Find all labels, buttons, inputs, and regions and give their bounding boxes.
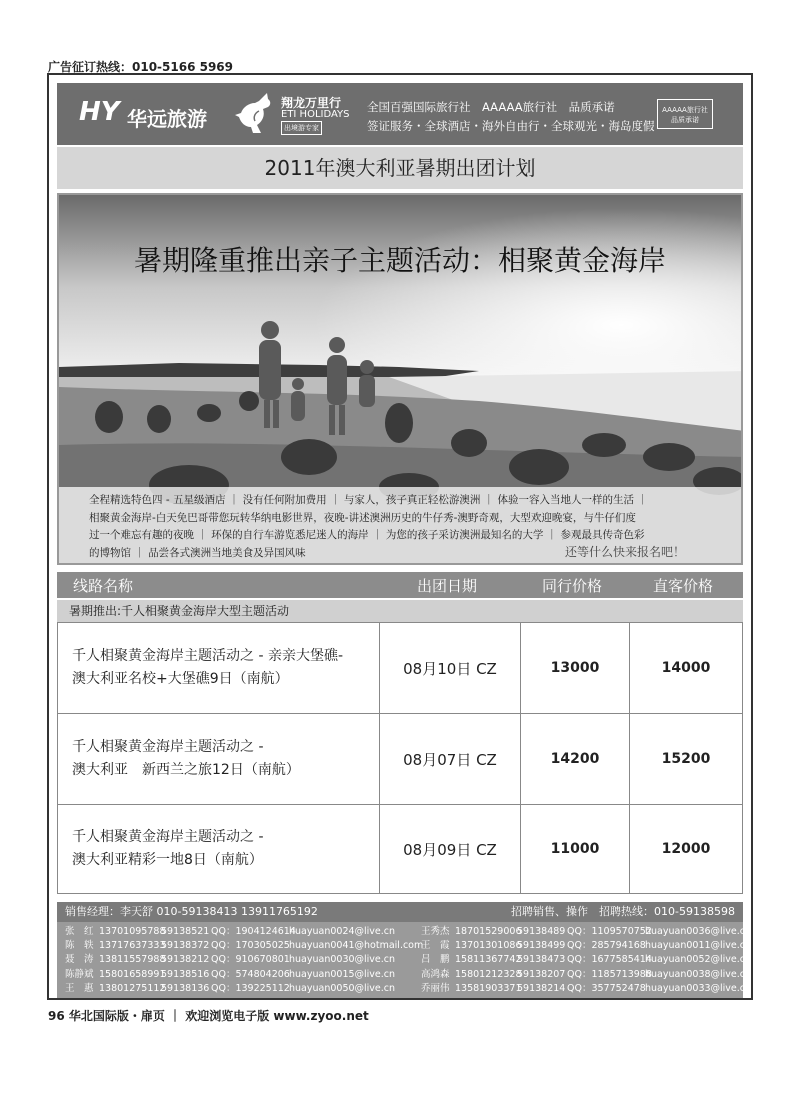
contact-email: huayuan0033@live.cn bbox=[645, 982, 752, 994]
kangaroo-logo-icon bbox=[233, 91, 277, 137]
peer-price-cell: 14200 bbox=[520, 714, 629, 804]
contact-phone: 59138499 bbox=[517, 940, 566, 952]
contact-email: huayuan0050@live.cn bbox=[289, 982, 396, 994]
photo-headline: 暑期隆重推出亲子主题活动：相聚黄金海岸 bbox=[133, 244, 666, 277]
peer-price-cell: 11000 bbox=[520, 805, 629, 893]
contact-row bbox=[421, 939, 751, 953]
caption-line: 相聚黄金海岸-白天免巴哥带您玩转华纳电影世界，夜晚-讲述澳洲历史的牛仔秀-澳野奇观，大型欢迎晚宴，与牛仔们度 bbox=[89, 511, 636, 524]
contact-mobile: 18701529006 bbox=[455, 926, 522, 937]
contact-email: huayuan0011@live.cn bbox=[645, 940, 752, 952]
contact-qq: QQ：910670801 bbox=[211, 954, 290, 966]
contact-email: huayuan0041@hotmail.com bbox=[289, 940, 424, 952]
peer-price-cell: 13000 bbox=[520, 623, 629, 713]
eti-tag: 出境游专家 bbox=[281, 121, 322, 135]
contact-mobile: 13701095788 bbox=[99, 926, 166, 937]
contact-name: 王秀杰 bbox=[421, 926, 450, 937]
contact-row bbox=[421, 982, 751, 996]
eti-cn-name: 翔龙万里行 bbox=[281, 96, 342, 110]
contact-phone: 59138516 bbox=[161, 968, 210, 980]
contact-phone: 59138214 bbox=[517, 982, 566, 994]
contact-name: 高鸿森 bbox=[421, 968, 450, 980]
badge-bottom-text: 品质承诺 bbox=[671, 116, 699, 124]
route-line-1: 千人相聚黄金海岸主题活动之 - bbox=[72, 739, 264, 755]
signup-call-to-action: 还等什么快来报名吧！ bbox=[564, 545, 685, 559]
contact-qq: QQ：139225112 bbox=[211, 982, 290, 994]
caption-line: 全程精选特色四 - 五星级酒店 ｜ 没有任何附加费用 ｜ 与家人，孩子真正轻松游澳洲 ｜ 体验一容入当地人一样的生活 ｜ bbox=[89, 494, 648, 506]
contact-name: 陈 轶 bbox=[65, 940, 94, 952]
contact-qq: QQ：1677585414 bbox=[567, 954, 652, 966]
direct-price-cell: 15200 bbox=[629, 714, 742, 804]
route-line-1: 千人相聚黄金海岸主题活动之 - bbox=[72, 829, 264, 845]
itinerary-table-header bbox=[57, 572, 743, 598]
ad-hotline: 广告征订热线：010-5166 5969 bbox=[48, 60, 234, 74]
contact-email: huayuan0024@live.cn bbox=[289, 926, 396, 937]
huayuan-logo-mark: HY bbox=[79, 97, 120, 127]
contact-phone: 59138372 bbox=[161, 940, 210, 952]
route-cell bbox=[58, 714, 379, 804]
sales-manager: 销售经理：李天舒 010-59138413 13911765192 bbox=[65, 905, 318, 918]
table-row bbox=[58, 714, 742, 805]
contact-name: 王 霞 bbox=[421, 940, 450, 952]
contact-row bbox=[421, 925, 751, 939]
contact-mobile: 13581903371 bbox=[455, 982, 522, 994]
caption-line: 的博物馆 ｜ 品尝各式澳洲当地美食及异国风味 bbox=[89, 546, 306, 559]
contact-mobile: 15801658991 bbox=[99, 968, 166, 980]
route-cell bbox=[58, 623, 379, 713]
huayuan-logo-name: 华远旅游 bbox=[127, 107, 207, 131]
contact-email: huayuan0015@live.cn bbox=[289, 968, 396, 980]
header-credentials: 全国百强国际旅行社 AAAAA旅行社 品质承诺 bbox=[367, 100, 615, 114]
header-peer-price: 同行价格 bbox=[542, 577, 603, 595]
contact-name: 乔丽伟 bbox=[421, 982, 450, 994]
caption-line: 过一个难忘有趣的夜晚 ｜ 环保的自行车游览悉尼迷人的海岸 ｜ 为您的孩子采访澳洲最知名的大学 ｜ 参观最具传奇色彩 bbox=[89, 529, 645, 541]
contact-phone: 59138521 bbox=[161, 926, 210, 937]
eti-en-name: ETI HOLIDAYS bbox=[281, 109, 350, 120]
header-banner bbox=[57, 83, 743, 145]
date-cell: 08月09日 CZ bbox=[379, 805, 520, 893]
contact-name: 陈静斌 bbox=[65, 968, 94, 980]
date-cell: 08月10日 CZ bbox=[379, 623, 520, 713]
contact-mobile: 13701301086 bbox=[455, 940, 522, 952]
contact-qq: QQ：1109570752 bbox=[567, 926, 652, 937]
contact-phone: 59138212 bbox=[161, 954, 210, 966]
table-row bbox=[58, 805, 742, 893]
table-section-title: 暑期推出:千人相聚黄金海岸大型主题活动 bbox=[57, 600, 743, 622]
contact-email: huayuan0036@live.cn bbox=[645, 926, 752, 937]
contact-phone: 59138489 bbox=[517, 926, 566, 937]
route-line-2: 澳大利亚名校+大堡礁9日（南航） bbox=[72, 671, 289, 687]
contact-column-right bbox=[421, 925, 751, 996]
contact-row bbox=[421, 968, 751, 982]
contact-qq: QQ：285794168 bbox=[567, 940, 646, 952]
contact-name: 吕 鹏 bbox=[421, 954, 450, 966]
contact-name: 聂 涛 bbox=[65, 954, 94, 966]
header-direct-price: 直客价格 bbox=[653, 577, 714, 595]
table-row bbox=[58, 623, 742, 714]
contact-name: 张 红 bbox=[65, 926, 94, 937]
aaaaa-badge bbox=[657, 99, 713, 129]
header-route: 线路名称 bbox=[73, 577, 134, 595]
footer-bar bbox=[57, 902, 743, 922]
contact-phone: 59138207 bbox=[517, 968, 566, 980]
itinerary-table bbox=[57, 622, 743, 894]
contact-phone: 59138136 bbox=[161, 982, 210, 994]
route-line-2: 澳大利亚 新西兰之旅12日（南航） bbox=[72, 762, 300, 778]
direct-price-cell: 12000 bbox=[629, 805, 742, 893]
beach-kangaroo-photo bbox=[57, 193, 743, 565]
contact-list bbox=[57, 922, 752, 998]
contact-qq: QQ：357752478 bbox=[567, 982, 646, 994]
date-cell: 08月07日 CZ bbox=[379, 714, 520, 804]
contact-email: huayuan0030@live.cn bbox=[289, 954, 396, 966]
contact-mobile: 15801212328 bbox=[455, 968, 522, 980]
contact-row bbox=[421, 953, 751, 967]
contact-mobile: 15811367742 bbox=[455, 954, 522, 966]
badge-top-text: AAAAA旅行社 bbox=[662, 106, 708, 114]
route-line-2: 澳大利亚精彩一地8日（南航） bbox=[72, 852, 263, 868]
contact-qq: QQ：574804206 bbox=[211, 968, 290, 980]
recruit-hotline: 招聘销售、操作 招聘热线：010-59138598 bbox=[511, 905, 735, 918]
contact-mobile: 13811557988 bbox=[99, 954, 166, 966]
page-footer-line: 96 华北国际版・扉页 ｜ 欢迎浏览电子版 www.zyoo.net bbox=[48, 1009, 369, 1023]
contact-mobile: 13717637333 bbox=[99, 940, 166, 952]
header-services: 签证服务・全球酒店・海外自由行・全球观光・海岛度假 bbox=[367, 119, 655, 133]
contact-qq: QQ：1904124614 bbox=[211, 926, 296, 937]
header-date: 出团日期 bbox=[417, 577, 478, 595]
contact-mobile: 13801275112 bbox=[99, 982, 166, 994]
route-line-1: 千人相聚黄金海岸主题活动之 - 亲亲大堡礁- bbox=[72, 648, 344, 664]
contact-name: 王 惠 bbox=[65, 982, 94, 994]
page-title: 2011年澳大利亚暑期出团计划 bbox=[57, 147, 743, 189]
direct-price-cell: 14000 bbox=[629, 623, 742, 713]
contact-phone: 59138473 bbox=[517, 954, 566, 966]
contact-qq: QQ：170305025 bbox=[211, 940, 290, 952]
contact-email: huayuan0052@live.cn bbox=[645, 954, 752, 966]
contact-qq: QQ：1185713988 bbox=[567, 968, 652, 980]
eti-holidays-logo bbox=[281, 97, 350, 135]
route-cell bbox=[58, 805, 379, 893]
contact-email: huayuan0038@live.cn bbox=[645, 968, 752, 980]
